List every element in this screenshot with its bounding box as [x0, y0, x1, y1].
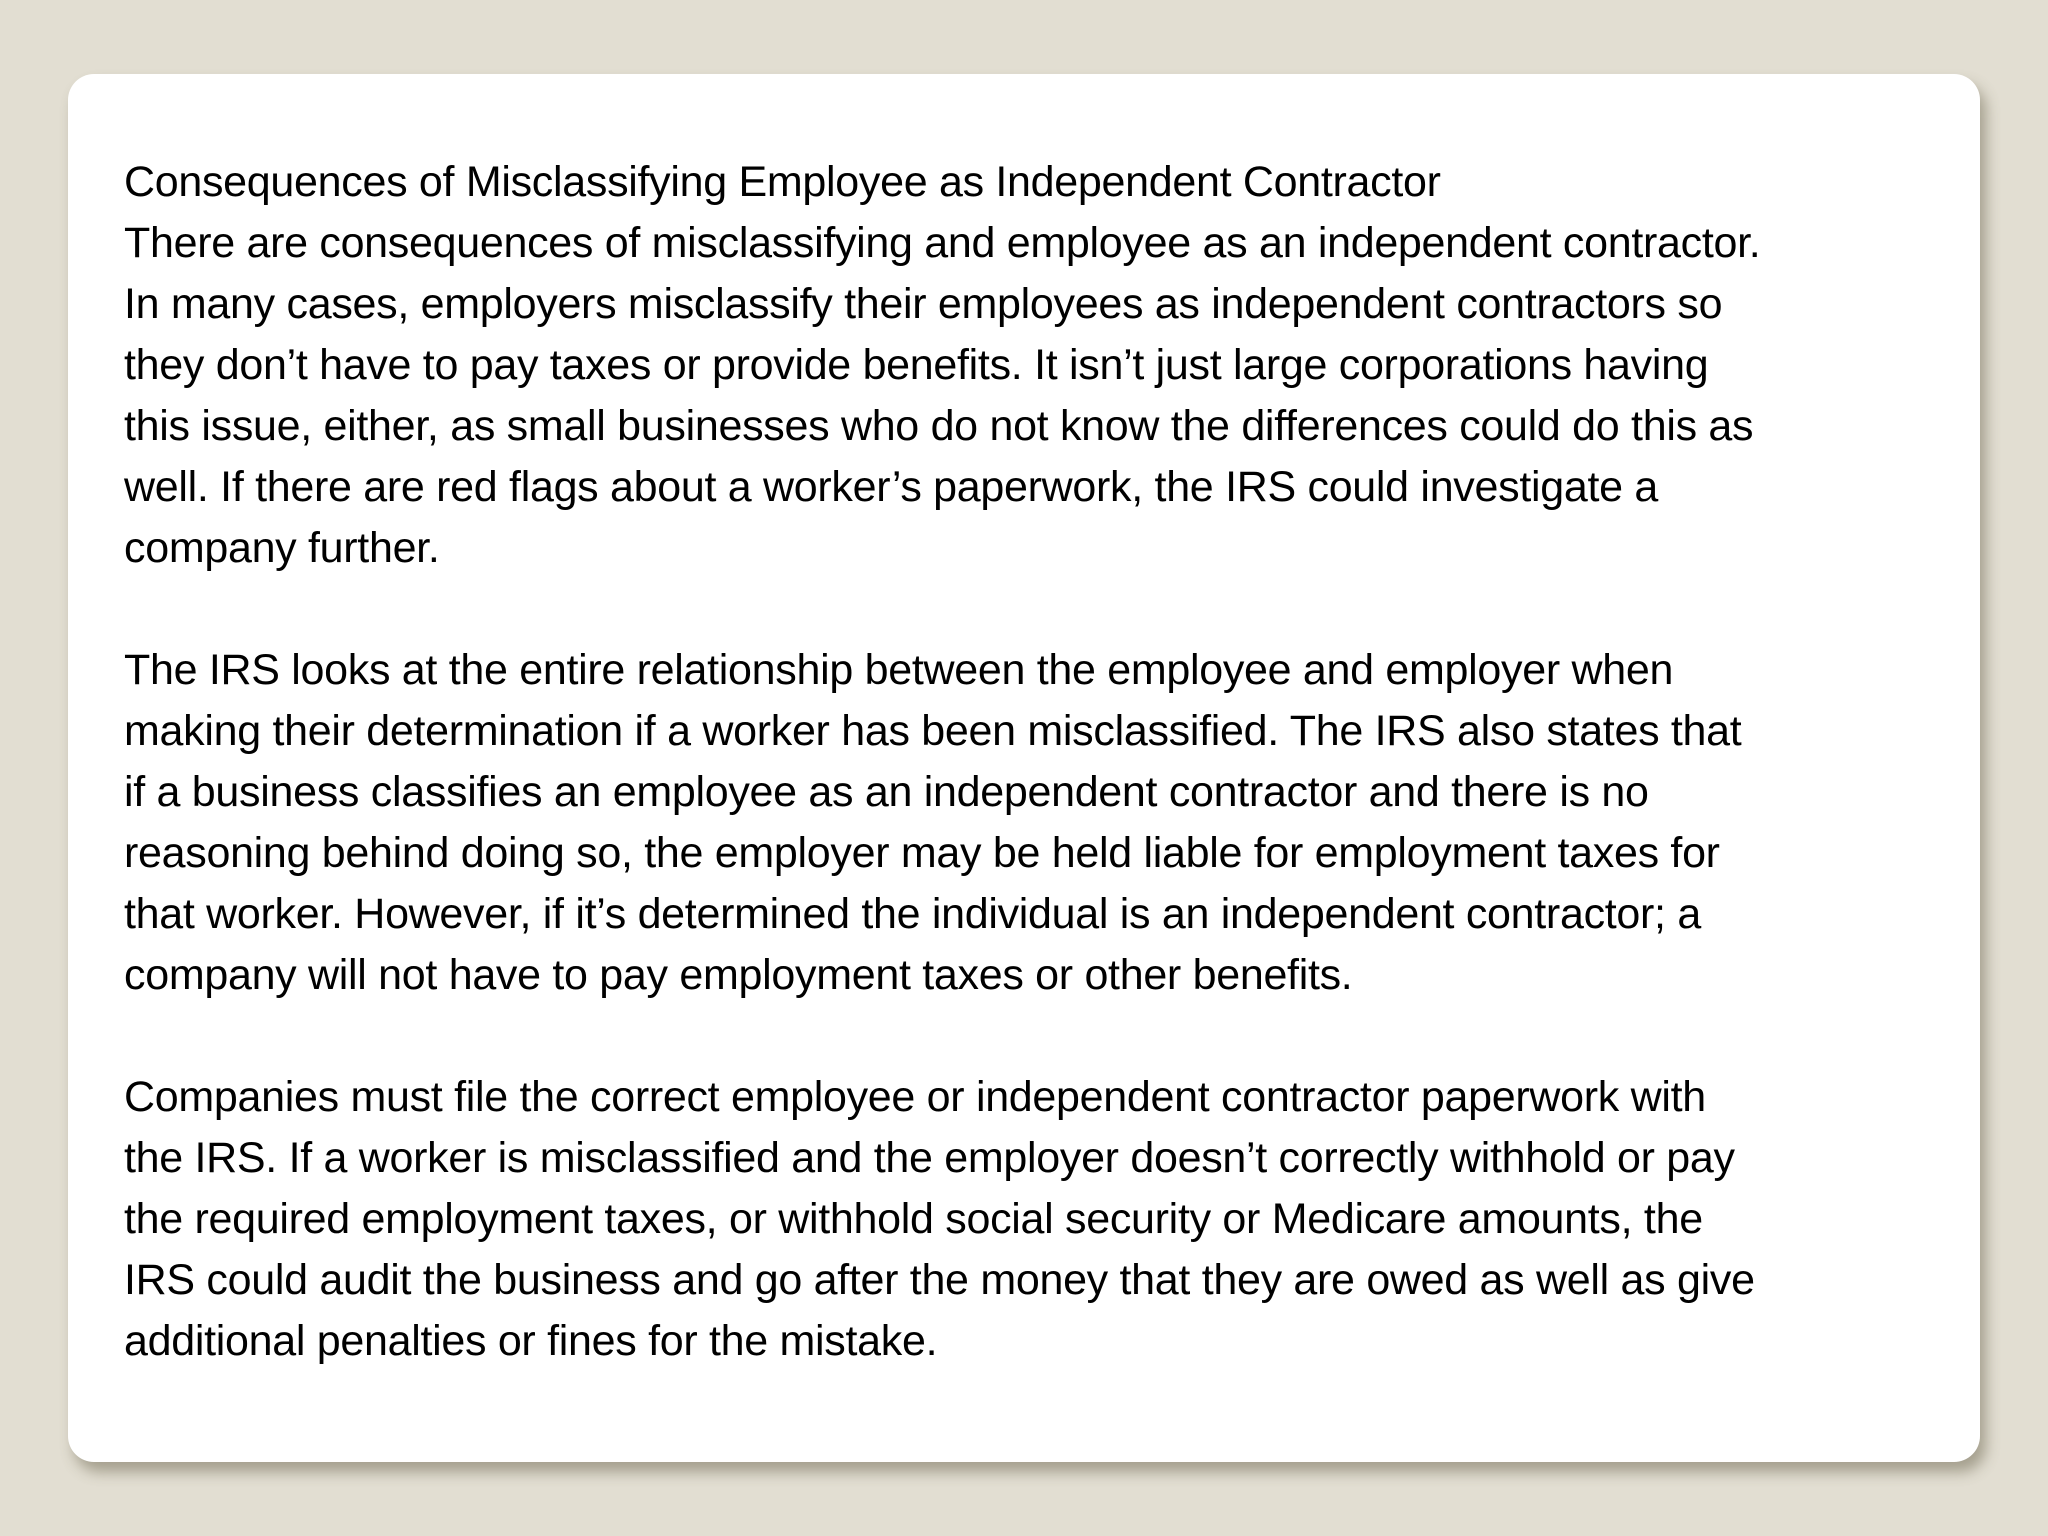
paragraph-1 — [124, 213, 1924, 579]
slide-title: Consequences of Misclassifying Employee as Independent Contractor — [124, 158, 1441, 206]
paragraph-1-line: company further. — [124, 524, 440, 572]
paragraph-2-line: if a business classifies an employee as an independent contractor and there is no — [124, 768, 1649, 816]
paragraph-3-line: the IRS. If a worker is misclassified and the employer doesn’t correctly withhold or pay — [124, 1134, 1735, 1182]
paragraph-2-line: that worker. However, if it’s determined the individual is an independent contractor; a — [124, 890, 1701, 938]
paragraph-spacer — [124, 1006, 1924, 1067]
paragraph-1-line: well. If there are red flags about a worker’s paperwork, the IRS could investigate a — [124, 463, 1658, 511]
paragraph-3-line: IRS could audit the business and go after the money that they are owed as well as give — [124, 1256, 1755, 1304]
slide-content — [124, 152, 1924, 1372]
paragraph-1-line: this issue, either, as small businesses who do not know the differences could do this as — [124, 402, 1754, 450]
slide-card — [68, 74, 1980, 1462]
paragraph-1-line: In many cases, employers misclassify their employees as independent contractors so — [124, 280, 1723, 328]
paragraph-1-line: There are consequences of misclassifying and employee as an independent contractor. — [124, 219, 1761, 267]
paragraph-2-line: company will not have to pay employment taxes or other benefits. — [124, 951, 1353, 999]
paragraph-3-line: Companies must file the correct employee or independent contractor paperwork with — [124, 1073, 1706, 1121]
paragraph-2-line: making their determination if a worker has been misclassified. The IRS also states that — [124, 707, 1742, 755]
paragraph-2-line: reasoning behind doing so, the employer may be held liable for employment taxes for — [124, 829, 1720, 877]
paragraph-3-line: additional penalties or fines for the mistake. — [124, 1317, 938, 1365]
paragraph-2 — [124, 640, 1924, 1006]
paragraph-spacer — [124, 579, 1924, 640]
paragraph-3-line: the required employment taxes, or withhold social security or Medicare amounts, the — [124, 1195, 1703, 1243]
paragraph-1-line: they don’t have to pay taxes or provide benefits. It isn’t just large corporations having — [124, 341, 1709, 389]
paragraph-3 — [124, 1067, 1924, 1372]
paragraph-2-line: The IRS looks at the entire relationship between the employee and employer when — [124, 646, 1674, 694]
